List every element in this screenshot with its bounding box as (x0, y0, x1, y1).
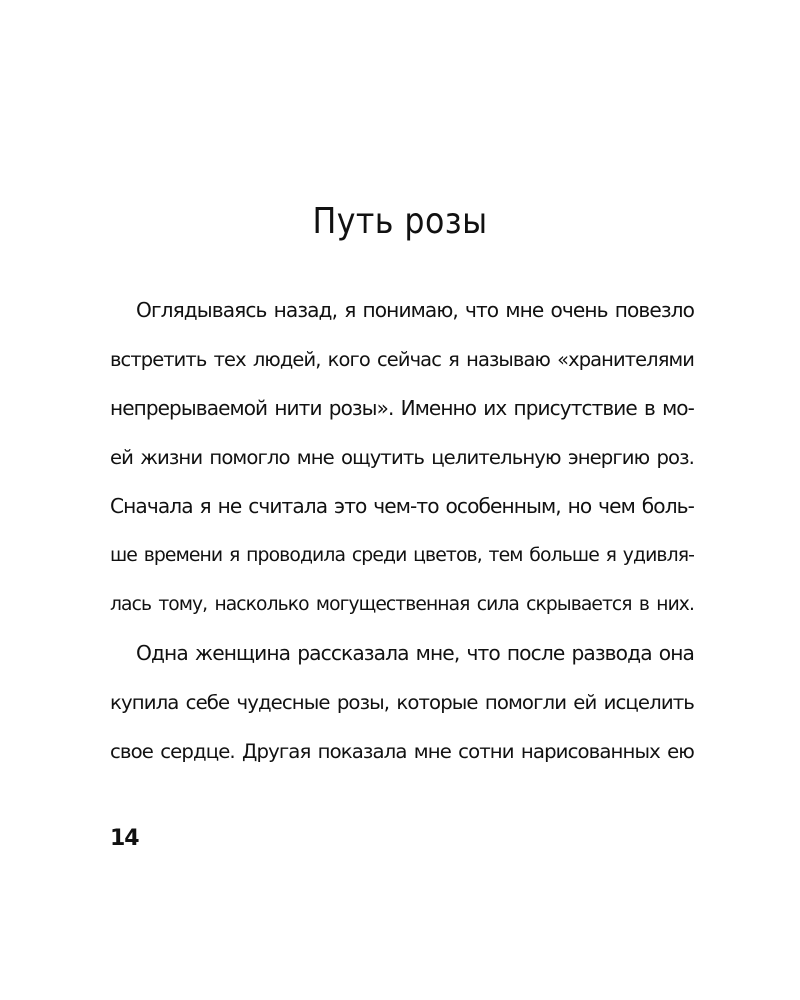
chapter-title: Путь розы (312, 201, 488, 242)
text-line: свое сердце. Другая показала мне сотни нарисованных ею (110, 740, 694, 763)
text-line: купила себе чудесные розы, которые помогли ей исцелить (110, 691, 694, 714)
paragraph-1 (110, 286, 694, 629)
text-line: ше времени я проводила среди цветов, тем больше я удивля- (110, 545, 694, 566)
text-line: непрерываемой нити розы». Именно их присутствие в мо- (110, 396, 694, 420)
text-line: лась тому, насколько могущественная сила скрывается в них. (110, 594, 694, 615)
text-line: Одна женщина рассказала мне, что после развода она (136, 641, 694, 665)
text-line: Сначала я не считала это чем-то особенным, но чем боль- (110, 494, 694, 518)
page-number: 14 (110, 826, 139, 851)
text-line: Оглядываясь назад, я понимаю, что мне очень повезло (136, 298, 694, 322)
text-line: встретить тех людей, кого сейчас я называю «хранителями (110, 348, 694, 371)
paragraph-2 (110, 629, 694, 776)
body-text (110, 286, 694, 776)
text-line: ей жизни помогло мне ощутить целительную энергию роз. (110, 446, 694, 469)
